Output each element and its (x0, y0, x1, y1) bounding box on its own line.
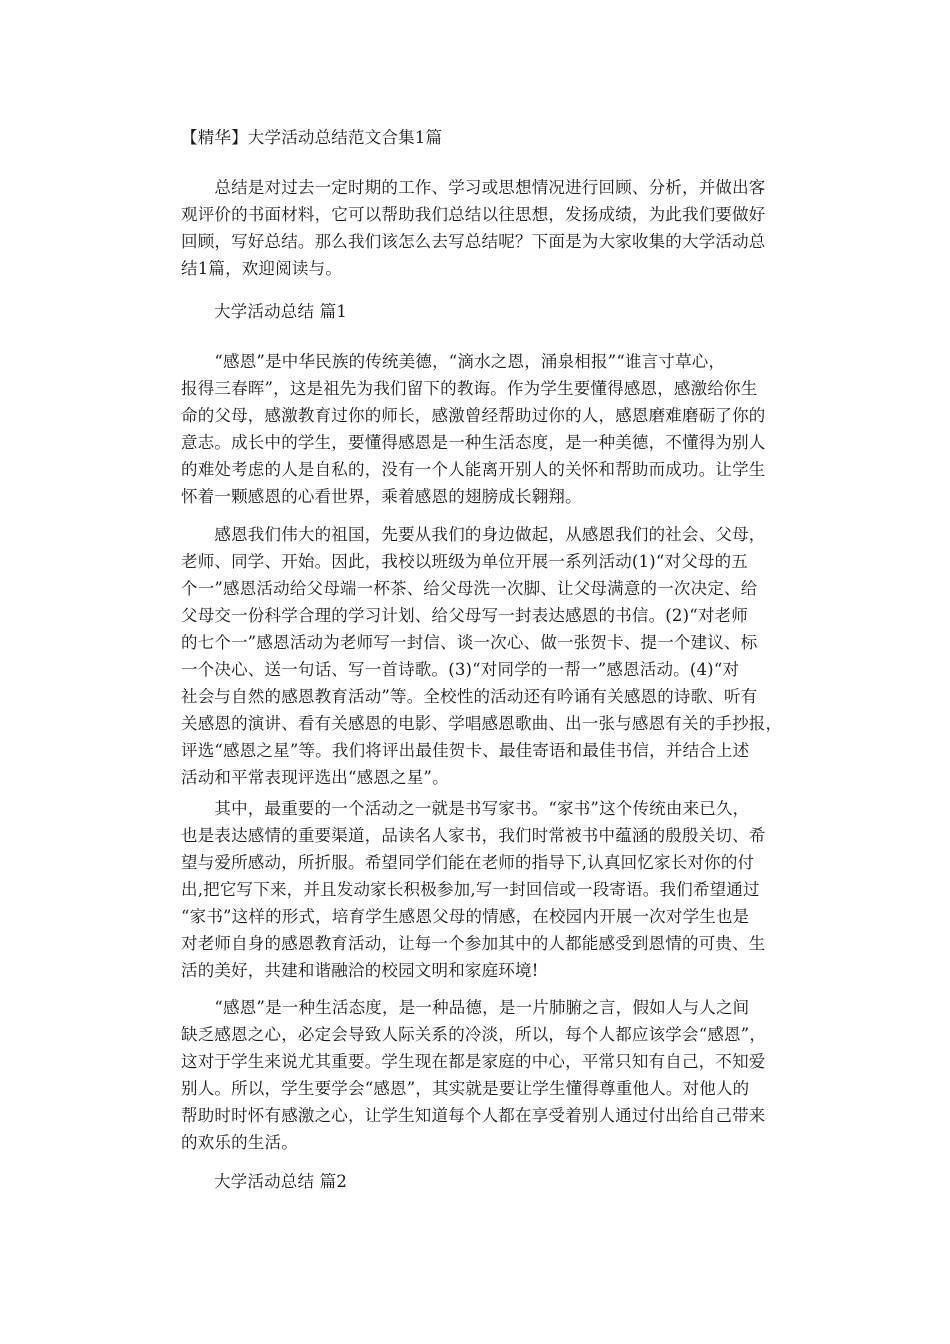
paragraph-line: 帮助时时怀有感激之心，让学生知道每个人都在享受着别人通过付出给自己带来 (181, 1106, 766, 1125)
paragraph-line: 其中，最重要的一个活动之一就是书写家书。“家书”这个传统由来已久， (181, 799, 750, 818)
paragraph-4 (181, 994, 781, 1156)
paragraph-line: 别人。所以，学生要学会“感恩”，其实就是要让学生懂得尊重他人。对他人的 (181, 1079, 750, 1098)
paragraph-line: 回顾，写好总结。那么我们该怎么去写总结呢？下面是为大家收集的大学活动总 (181, 232, 766, 251)
paragraph-line: 活动和平常表现评选出“感恩之星”。 (181, 768, 449, 787)
paragraph-line: 评选“感恩之星”等。我们将评出最佳贺卡、最佳寄语和最佳书信，并结合上述 (181, 741, 750, 760)
document-title: 【精华】大学活动总结范文合集1篇 (181, 128, 443, 147)
intro-paragraph (181, 174, 781, 282)
paragraph-line: 怀着一颗感恩的心看世界，乘着感恩的翅膀成长翱翔。 (181, 487, 582, 506)
paragraph-line: 也是表达感情的重要渠道，品读名人家书，我们时常被书中蕴涵的殷殷关切、希 (181, 826, 766, 845)
paragraph-line: 这对于学生来说尤其重要。学生现在都是家庭的中心，平常只知有自己，不知爱 (181, 1052, 766, 1071)
paragraph-line: 缺乏感恩之心，必定会导致人际关系的冷淡，所以，每个人都应该学会“感恩”， (181, 1025, 767, 1044)
paragraph-line: 的欢乐的生活。 (181, 1133, 298, 1152)
paragraph-line: 老师、同学、开始。因此，我校以班级为单位开展一系列活动(1)“对父母的五 (181, 552, 749, 571)
paragraph-line: 望与爱所感动，所折服。希望同学们能在老师的指导下,认真回忆家长对你的付 (181, 853, 755, 872)
paragraph-2 (181, 521, 781, 791)
paragraph-line: 报得三春晖”，这是祖先为我们留下的教诲。作为学生要懂得感恩，感激给你生 (181, 379, 758, 398)
paragraph-line: “家书”这样的形式，培育学生感恩父母的情感，在校园内开展一次对学生也是 (181, 907, 750, 926)
paragraph-line: 个一”感恩活动给父母端一杯茶、给父母洗一次脚、让父母满意的一次决定、给 (181, 579, 758, 598)
paragraph-line: 总结是对过去一定时期的工作、学习或思想情况进行回顾、分析，并做出客 (181, 178, 766, 197)
paragraph-line: 活的美好，共建和谐融洽的校园文明和家庭环境! (181, 961, 539, 980)
paragraph-3 (181, 795, 781, 984)
paragraph-line: 对老师自身的感恩教育活动，让每一个参加其中的人都能感受到恩情的可贵、生 (181, 934, 766, 953)
paragraph-line: 父母交一份科学合理的学习计划、给父母写一封表达感恩的书信。(2)“对老师 (181, 606, 749, 625)
paragraph-line: 关感恩的演讲、看有关感恩的电影、学唱感恩歌曲、出一张与感恩有关的手抄报， (181, 714, 783, 733)
paragraph-line: 出,把它写下来，并且发动家长积极参加,写一封回信或一段寄语。我们希望通过 (181, 880, 760, 899)
paragraph-line: 社会与自然的感恩教育活动”等。全校性的活动还有吟诵有关感恩的诗歌、听有 (181, 687, 758, 706)
paragraph-1 (181, 348, 781, 510)
paragraph-line: 结1篇，欢迎阅读与。 (181, 259, 342, 278)
paragraph-line: 的七个一”感恩活动为老师写一封信、谈一次心、做一张贺卡、提一个建议、标 (181, 633, 758, 652)
paragraph-line: “感恩”是中华民族的传统美德，“滴水之恩，涌泉相报”“谁言寸草心， (181, 352, 726, 371)
paragraph-line: 意志。成长中的学生，要懂得感恩是一种生活态度，是一种美德，不懂得为别人 (181, 433, 766, 452)
paragraph-line: 的难处考虑的人是自私的，没有一个人能离开别人的关怀和帮助而成功。让学生 (181, 460, 766, 479)
paragraph-line: 命的父母，感激教育过你的师长，感激曾经帮助过你的人，感恩磨难磨砺了你的 (181, 406, 766, 425)
section-heading-2: 大学活动总结 篇2 (214, 1172, 348, 1191)
paragraph-line: 感恩我们伟大的祖国，先要从我们的身边做起，从感恩我们的社会、父母， (181, 525, 766, 544)
section-heading-1: 大学活动总结 篇1 (214, 302, 348, 321)
paragraph-line: “感恩”是一种生活态度，是一种品德，是一片肺腑之言，假如人与人之间 (181, 998, 750, 1017)
paragraph-line: 一个决心、送一句话、写一首诗歌。(3)“对同学的一帮一”感恩活动。(4)“对 (181, 660, 740, 679)
paragraph-line: 观评价的书面材料，它可以帮助我们总结以往思想，发扬成绩，为此我们要做好 (181, 205, 766, 224)
